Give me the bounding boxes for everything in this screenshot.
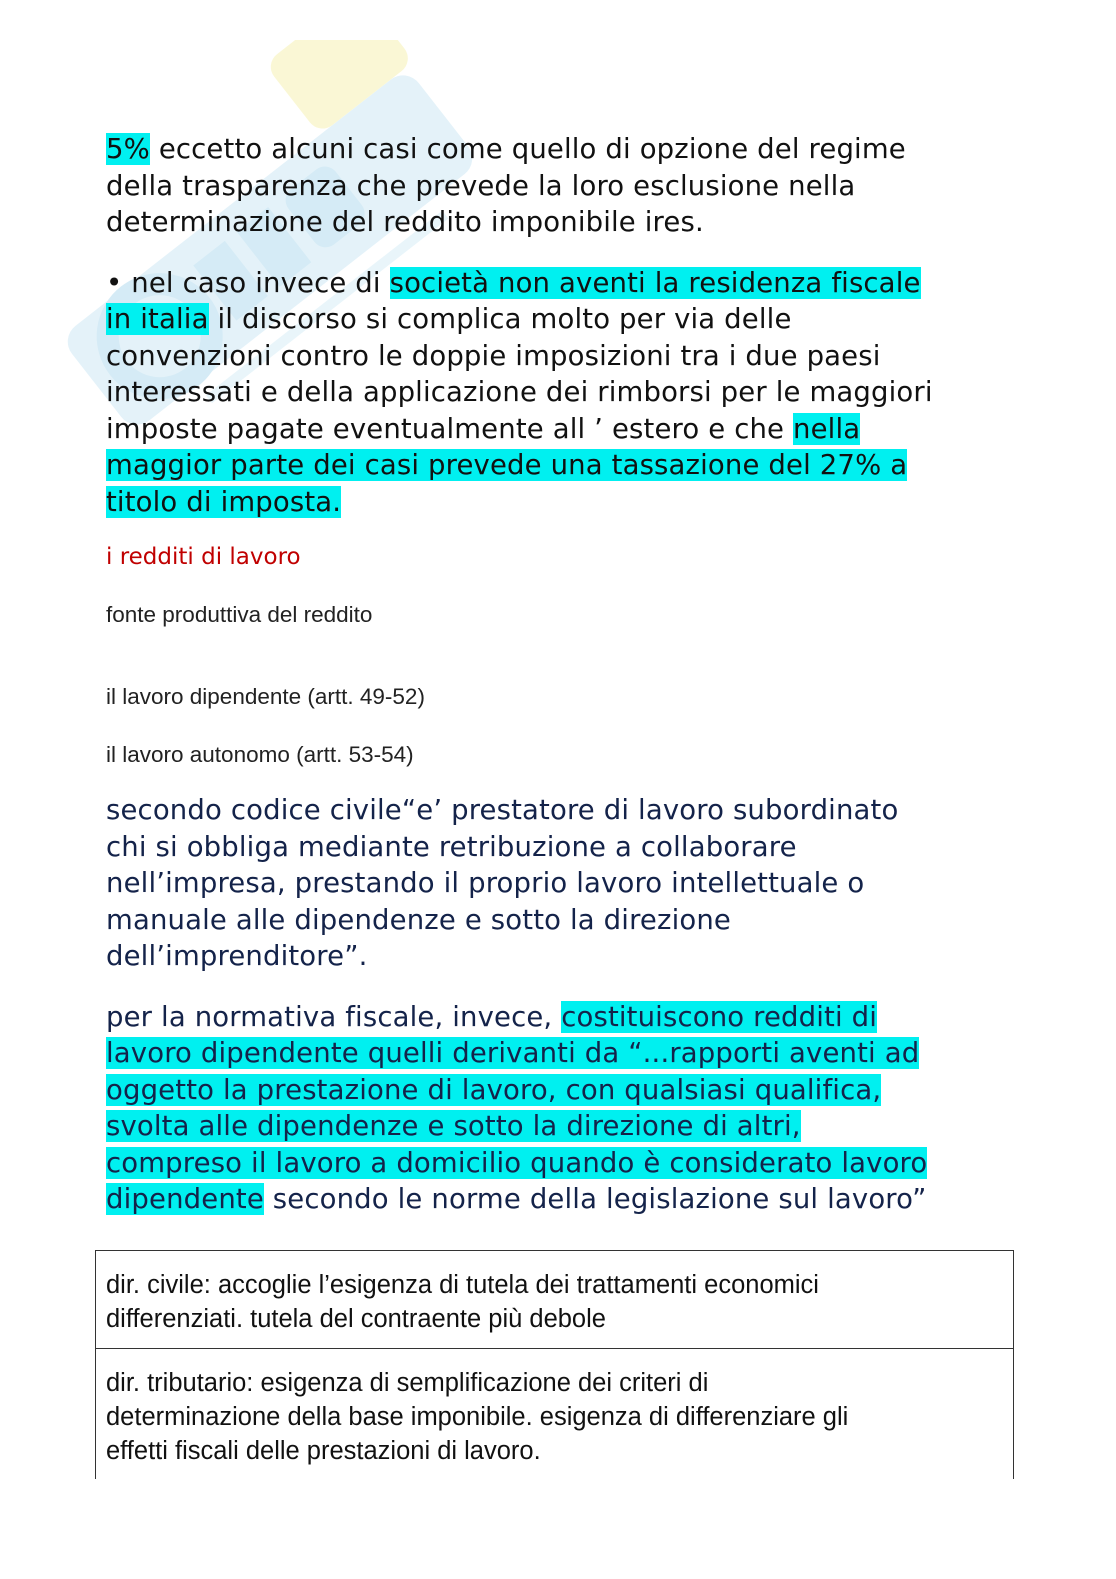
- paragraph-text: eccetto alcuni casi come quello di opzione del regime: [149, 133, 906, 165]
- highlight: dipendente: [106, 1183, 264, 1215]
- paragraph-4-line-6: [106, 1181, 1006, 1218]
- table-cell-civile: [96, 1251, 1014, 1349]
- highlight: nella: [793, 412, 861, 445]
- paragraph-2-line-7: [106, 484, 1006, 521]
- highlight: oggetto la prestazione di lavoro, con qualsiasi qualifica,: [106, 1073, 882, 1106]
- highlight: titolo di imposta.: [106, 485, 342, 518]
- paragraph-text: secondo le norme della legislazione sul lavoro”: [263, 1183, 927, 1215]
- subheading: fonte produttiva del reddito: [106, 602, 373, 627]
- paragraph-2-line-6: [106, 447, 1006, 484]
- paragraph-4-line-2: [106, 1035, 1006, 1072]
- table-row: [96, 1251, 1014, 1349]
- paragraph-4-line-3: [106, 1072, 1006, 1109]
- section-heading: i redditi di lavoro: [106, 544, 301, 570]
- paragraph-2-line-3: convenzioni contro le doppie imposizioni tra i due paesi: [106, 339, 881, 372]
- table-row: [96, 1349, 1014, 1480]
- table-cell-tributario: [96, 1349, 1014, 1480]
- highlight: compreso il lavoro a domicilio quando è considerato lavoro: [106, 1146, 928, 1179]
- table-cell-line: dir. civile: accoglie l’esigenza di tutela dei trattamenti economici: [106, 1271, 819, 1299]
- highlight: costituiscono redditi di: [561, 1000, 878, 1033]
- paragraph-text: il discorso si complica molto per via delle: [208, 303, 792, 335]
- highlight-percent: 5%: [106, 133, 150, 165]
- list-item-lavoro-autonomo: il lavoro autonomo (artt. 53-54): [106, 742, 414, 767]
- paragraph-text: imposte pagate eventualmente all ’ estero e che: [106, 412, 794, 445]
- paragraph-2-line-1: [106, 265, 1006, 302]
- table-cell-line: effetti fiscali delle prestazioni di lavoro.: [106, 1436, 541, 1465]
- paragraph-4-line-4: [106, 1108, 1006, 1145]
- list-item-lavoro-dipendente: il lavoro dipendente (artt. 49-52): [106, 684, 425, 709]
- highlight: società non aventi la residenza fiscale: [389, 266, 921, 299]
- paragraph-3-line-1: secondo codice civile“e’ prestatore di lavoro subordinato: [106, 794, 899, 826]
- paragraph-3-line-5: dell’imprenditore”.: [106, 940, 368, 972]
- highlight: svolta alle dipendenze e sotto la direzione di altri,: [106, 1110, 801, 1142]
- table-cell-line: dir. tributario: esigenza di semplificazione dei criteri di: [106, 1368, 709, 1397]
- highlight: in italia: [106, 303, 209, 335]
- table-cell-line: determinazione della base imponibile. esigenza di differenziare gli: [106, 1402, 849, 1431]
- highlight: maggior parte dei casi prevede una tassazione del 27% a: [106, 449, 908, 481]
- paragraph-1-line-1: [106, 131, 1006, 168]
- document-content: [106, 131, 1006, 1218]
- paragraph-1-line-3: determinazione del reddito imponibile ires.: [106, 206, 704, 238]
- paragraph-text: • nel caso invece di: [106, 266, 390, 299]
- paragraph-2-line-5: [106, 411, 1006, 448]
- paragraph-1-line-2: della trasparenza che prevede la loro esclusione nella: [106, 169, 856, 202]
- paragraph-4-line-1: [106, 999, 1006, 1036]
- paragraph-3-line-4: manuale alle dipendenze e sotto la direzione: [106, 903, 731, 936]
- paragraph-3-line-2: chi si obbliga mediante retribuzione a collaborare: [106, 830, 797, 863]
- paragraph-2-line-2: [106, 301, 1006, 338]
- table-cell-line: differenziati. tutela del contraente più debole: [106, 1305, 606, 1333]
- paragraph-4-line-5: [106, 1145, 1006, 1182]
- paragraph-text: per la normativa fiscale, invece,: [106, 1000, 562, 1033]
- comparison-table: [95, 1250, 1014, 1479]
- paragraph-3-line-3: nell’impresa, prestando il proprio lavoro intellettuale o: [106, 867, 865, 899]
- paragraph-2-line-4: interessati e della applicazione dei rimborsi per le maggiori: [106, 376, 933, 408]
- highlight: lavoro dipendente quelli derivanti da “...rapporti aventi ad: [106, 1037, 920, 1069]
